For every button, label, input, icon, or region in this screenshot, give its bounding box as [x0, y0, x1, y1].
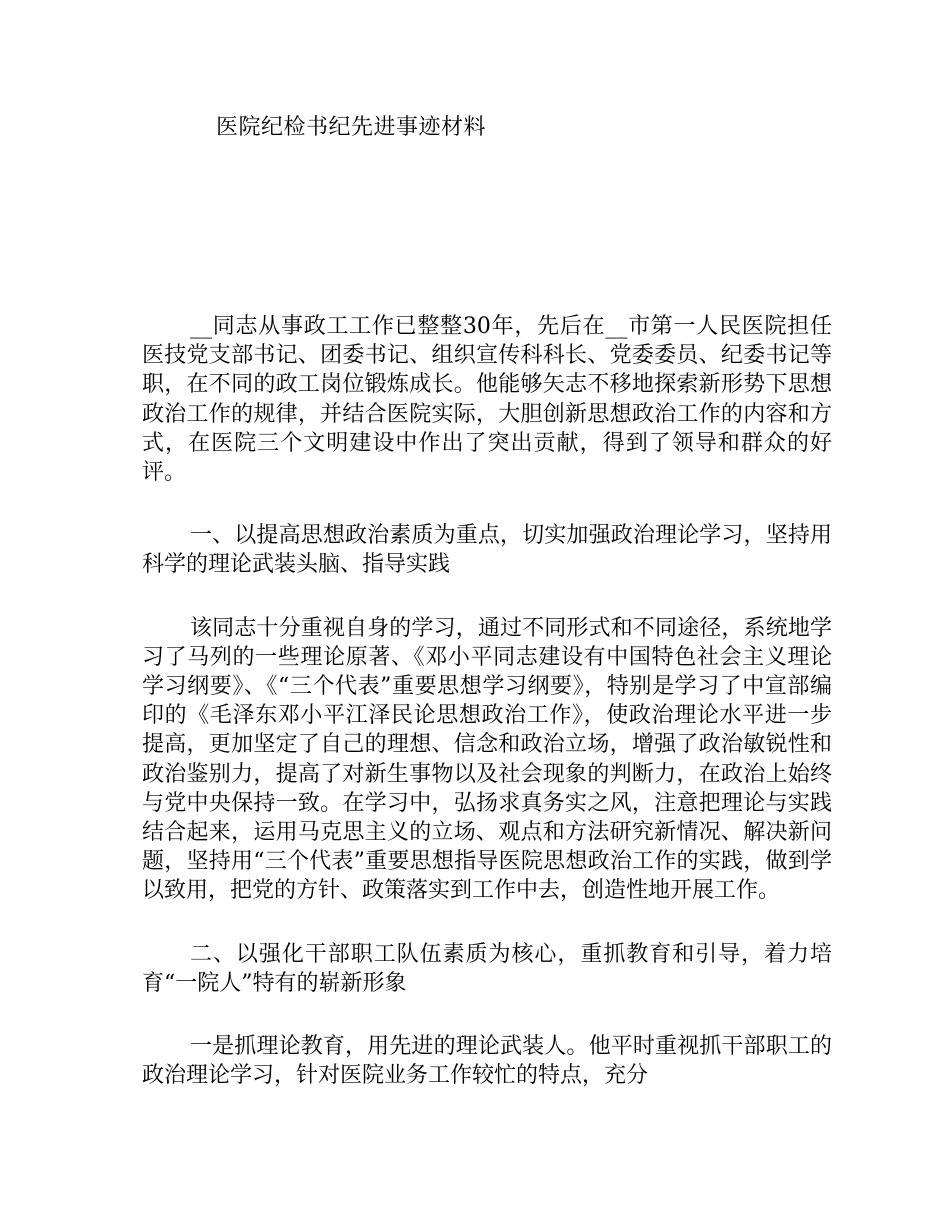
document-body	[142, 312, 832, 1124]
section-heading-1: 一、以提高思想政治素质为重点，切实加强政治理论学习，坚持用科学的理论武装头脑、指导实践	[142, 523, 832, 578]
paragraph-study: 该同志十分重视自身的学习，通过不同形式和不同途径，系统地学习了马列的一些理论原著、《邓小平同志建设有中国特色社会主义理论学习纲要》、《“三个代表”重要思想学习纲要》，特别是学习了中宣部编印的《毛泽东邓小平江泽民论思想政治工作》，使政治理论水平进一步提高，更加坚定了自己的理想、信念和政治立场，增强了政治敏锐性和政治鉴别力，提高了对新生事物以及社会现象的判断力，在政治上始终与党中央保持一致。在学习中，弘扬求真务实之风，注意把理论与实践结合起来，运用马克思主义的立场、观点和方法研究新情况、解决新问题，坚持用“三个代表”重要思想指导医院思想政治工作的实践，做到学以致用，把党的方针、政策落实到工作中去，创造性地开展工作。	[142, 615, 832, 904]
document-title: 医院纪检书纪先进事迹材料	[216, 115, 487, 140]
paragraph-intro: __同志从事政工工作已整整30年，先后在__市第一人民医院担任医技党支部书记、团委书记、组织宣传科科长、党委委员、纪委书记等职，在不同的政工岗位锻炼成长。他能够矢志不移地探索新形势下思想政治工作的规律，并结合医院实际，大胆创新思想政治工作的内容和方式，在医院三个文明建设中作出了突出贡献，得到了领导和群众的好评。	[142, 314, 832, 486]
section-heading-2: 二、以强化干部职工队伍素质为核心，重抓教育和引导，着力培育“一院人”特有的崭新形象	[142, 941, 832, 996]
paragraph-theory-education: 一是抓理论教育，用先进的理论武装人。他平时重视抓干部职工的政治理论学习，针对医院业务工作较忙的特点，充分	[142, 1034, 832, 1089]
